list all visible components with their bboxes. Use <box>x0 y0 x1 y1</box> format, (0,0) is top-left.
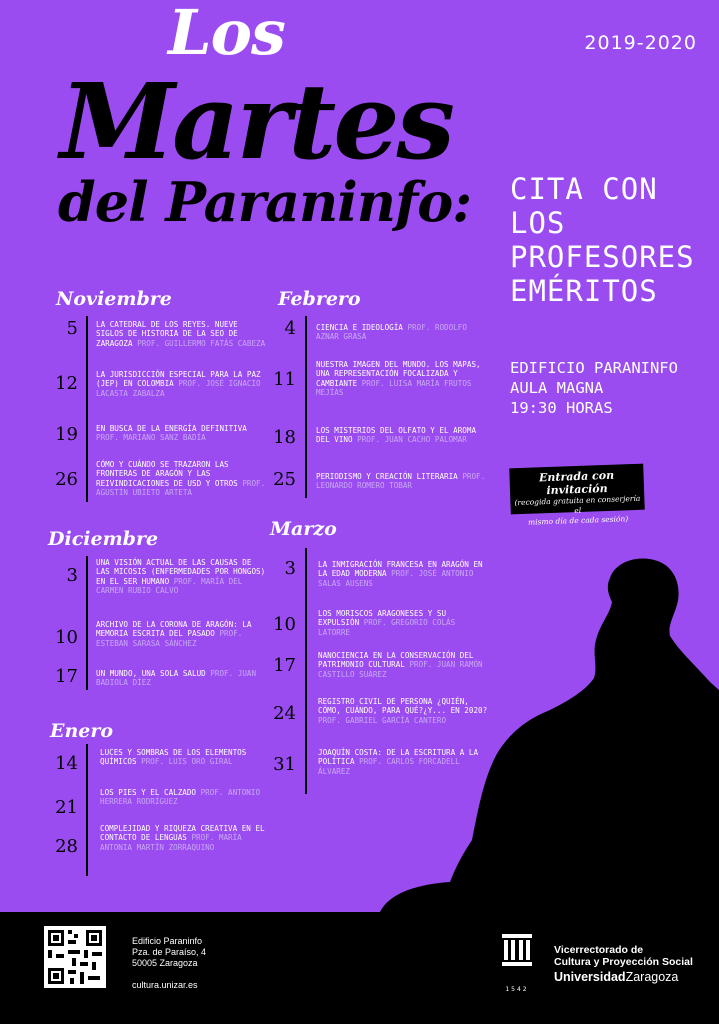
event-speaker: PROF. ESTEBAN SARASA SÁNCHEZ <box>96 629 243 648</box>
university-wordmark: UniversidadZaragoza <box>554 970 679 984</box>
venue-building: EDIFICIO PARANINFO <box>510 359 678 377</box>
event-speaker: PROF. JOSÉ IGNACIO LACASTA ZABALZA <box>96 379 261 398</box>
venue-room: AULA MAGNA <box>510 379 604 397</box>
event-speaker: PROF. MARÍA DEL CARMEN RUBIO CALVO <box>96 576 243 596</box>
address-line: Edificio Paraninfo <box>132 936 203 946</box>
cita-line: EMÉRITOS <box>510 274 658 308</box>
event-day: 26 <box>55 469 78 490</box>
divider-line <box>305 316 307 498</box>
event-speaker: PROF. JUAN CACHO PALOMAR <box>357 435 467 445</box>
event-title: LOS MORISCOS ARAGONESES Y SU EXPULSIÓN PROF. GREGORIO COLÁS LATORRE <box>318 609 456 637</box>
event-speaker: PROF. JUAN BADIOLA DÍEZ <box>96 669 257 688</box>
month-heading-marzo: Marzo <box>270 518 337 540</box>
event-day: 17 <box>273 655 296 676</box>
academic-year: 2019-2020 <box>584 32 697 54</box>
event-title: LUCES Y SOMBRAS DE LOS ELEMENTOS QUÍMICOS PROF. LUIS ORO GIRAL <box>100 748 247 767</box>
event-title: ARCHIVO DE LA CORONA DE ARAGÓN: LA MEMORIA ESCRITA DEL PASADO PROF. ESTEBAN SARASA SÁNCHEZ <box>96 620 252 648</box>
event-title: PERIODISMO Y CREACIÓN LITERARIA PROF. LEONARDO ROMERO TOBAR <box>316 472 486 491</box>
event-speaker: PROF. JOSÉ ANTONIO SALAS AUSENS <box>318 569 474 588</box>
building-emblem-icon <box>500 932 534 982</box>
venue-info <box>510 358 678 418</box>
event-title: EN BUSCA DE LA ENERGÍA DEFINITIVA PROF. MARIANO SANZ BADÍA <box>96 424 247 443</box>
event-title: UNA VISIÓN ACTUAL DE LAS CAUSAS DE LAS MICOSIS (ENFERMEDADES POR HONGOS) EN EL SER HUMANO PROF. MARÍA DEL CARMEN RUBIO CALVO <box>96 558 266 596</box>
divider-line <box>86 316 88 502</box>
event-day: 12 <box>55 373 78 394</box>
event-title: NANOCIENCIA EN LA CONSERVACIÓN DEL PATRIMONIO CULTURAL PROF. JUAN RAMÓN CASTILLO SUÁREZ <box>318 651 483 679</box>
event-speaker: PROF. RODOLFO AZNAR GRASA <box>316 323 467 342</box>
event-title: CIENCIA E IDEOLOGÍA PROF. RODOLFO AZNAR GRASA <box>316 323 467 342</box>
org-line-1: Vicerrectorado de <box>554 944 644 956</box>
event-title: UN MUNDO, UNA SOLA SALUD PROF. JUAN BADIOLA DÍEZ <box>96 669 257 688</box>
event-day: 21 <box>55 797 78 818</box>
event-title: LOS MISTERIOS DEL OLFATO Y EL AROMA DEL VINO PROF. JUAN CACHO PALOMAR <box>316 426 477 445</box>
invitation-note-2: mismo día de cada sesión) <box>527 514 629 527</box>
event-speaker: PROF. MARIANO SANZ BADÍA <box>96 433 206 443</box>
event-day: 25 <box>273 469 296 490</box>
divider-line <box>86 556 88 690</box>
title-line-del-paraninfo: del Paraninfo: <box>58 170 472 234</box>
event-day: 11 <box>273 369 296 390</box>
event-day: 28 <box>55 836 78 857</box>
address-line: 50005 Zaragoza <box>132 958 198 968</box>
event-speaker: PROF. ANTONIO HERRERA RODRÍGUEZ <box>100 788 261 807</box>
event-speaker: PROF. GREGORIO COLÁS LATORRE <box>318 618 456 637</box>
event-day: 4 <box>284 318 296 339</box>
venue-time: 19:30 HORAS <box>510 399 613 417</box>
event-day: 10 <box>273 614 296 635</box>
event-title: LA JURISDICCIÓN ESPECIAL PARA LA PAZ (JEP) EN COLOMBIA PROF. JOSÉ IGNACIO LACASTA ZABALZA <box>96 370 261 398</box>
footer-address <box>132 936 206 969</box>
month-heading-diciembre: Diciembre <box>48 528 159 550</box>
invitation-note-1: (recogida gratuita en conserjería el <box>514 493 641 516</box>
divider-line <box>86 744 88 876</box>
org-line-2: Cultura y Proyección Social <box>554 956 693 968</box>
cita-line: LOS <box>510 206 566 240</box>
invitation-title: Entrada con invitación <box>538 468 615 498</box>
event-day: 17 <box>55 666 78 687</box>
month-heading-febrero: Febrero <box>278 288 361 310</box>
qr-code-icon[interactable] <box>44 926 106 988</box>
event-speaker: PROF. JUAN RAMÓN CASTILLO SUÁREZ <box>318 660 483 679</box>
title-line-los: Los <box>168 0 285 69</box>
event-title: NUESTRA IMAGEN DEL MUNDO. LOS MAPAS, UNA REPRESENTACIÓN FOCALIZADA Y CAMBIANTE PROF. LUISA MARÍA FRUTOS MEJÍAS <box>316 360 481 398</box>
event-title: REGISTRO CIVIL DE PERSONA ¿QUIÉN, CÓMO, CUÁNDO, PARA QUÉ?¿Y... EN 2020? PROF. GABRIEL GARCÍA CANTERO <box>318 697 488 725</box>
event-title: LA INMIGRACIÓN FRANCESA EN ARAGÓN EN LA EDAD MODERNA PROF. JOSÉ ANTONIO SALAS AUSENS <box>318 560 483 588</box>
event-title: COMPLEJIDAD Y RIQUEZA CREATIVA EN EL CONTACTO DE LENGUAS PROF. MARÍA ANTONIA MARTÍN ZORRAQUINO <box>100 824 265 852</box>
website-link[interactable]: cultura.unizar.es <box>132 980 198 990</box>
invitation-badge <box>509 464 645 527</box>
event-day: 5 <box>66 318 78 339</box>
event-title: CÓMO Y CUÁNDO SE TRAZARON LAS FRONTERAS DE ARAGÓN Y LAS REIVINDICACIONES DE USD Y OTROS PROF. AGUSTÍN UBIETO ARTETA <box>96 460 266 498</box>
event-title: JOAQUÍN COSTA: DE LA ESCRITURA A LA POLÍTICA PROF. CARLOS FORCADELL ÁLVAREZ <box>318 748 479 776</box>
month-heading-noviembre: Noviembre <box>56 288 172 310</box>
address-line: Pza. de Paraíso, 4 <box>132 947 207 957</box>
event-day: 24 <box>273 703 296 724</box>
event-speaker: PROF. CARLOS FORCADELL ÁLVAREZ <box>318 757 460 776</box>
month-heading-enero: Enero <box>50 720 114 742</box>
title-line-martes: Martes <box>60 60 453 183</box>
event-speaker: PROF. LUIS ORO GIRAL <box>141 757 233 767</box>
event-day: 14 <box>55 753 78 774</box>
event-day: 10 <box>55 627 78 648</box>
cita-line: CITA CON <box>510 172 658 206</box>
university-name <box>554 944 693 984</box>
event-title: LOS PIES Y EL CALZADO PROF. ANTONIO HERRERA RODRÍGUEZ <box>100 788 261 807</box>
event-speaker: PROF. LUISA MARÍA FRUTOS MEJÍAS <box>316 378 472 398</box>
event-day: 3 <box>284 558 296 579</box>
seated-figure-silhouette <box>380 540 719 912</box>
divider-line <box>305 548 307 794</box>
event-speaker: PROF. GUILLERMO FATÁS CABEZA <box>137 338 266 348</box>
event-day: 31 <box>273 754 296 775</box>
logo-year: 1542 <box>505 986 529 993</box>
event-day: 19 <box>55 424 78 445</box>
university-logo <box>500 932 534 993</box>
event-speaker: PROF. LEONARDO ROMERO TOBAR <box>316 472 486 491</box>
cita-line: PROFESORES <box>510 240 695 274</box>
event-speaker: PROF. GABRIEL GARCÍA CANTERO <box>318 715 447 725</box>
cita-heading <box>510 172 695 308</box>
event-speaker: PROF. MARÍA ANTONIA MARTÍN ZORRAQUINO <box>100 833 242 852</box>
event-title: LA CATEDRAL DE LOS REYES. NUEVE SIGLOS DE HISTORIA DE LA SEO DE ZARAGOZA PROF. GUILLERMO FATÁS CABEZA <box>96 320 266 348</box>
event-day: 3 <box>66 565 78 586</box>
event-day: 18 <box>273 427 296 448</box>
event-speaker: PROF. AGUSTÍN UBIETO ARTETA <box>96 478 266 498</box>
